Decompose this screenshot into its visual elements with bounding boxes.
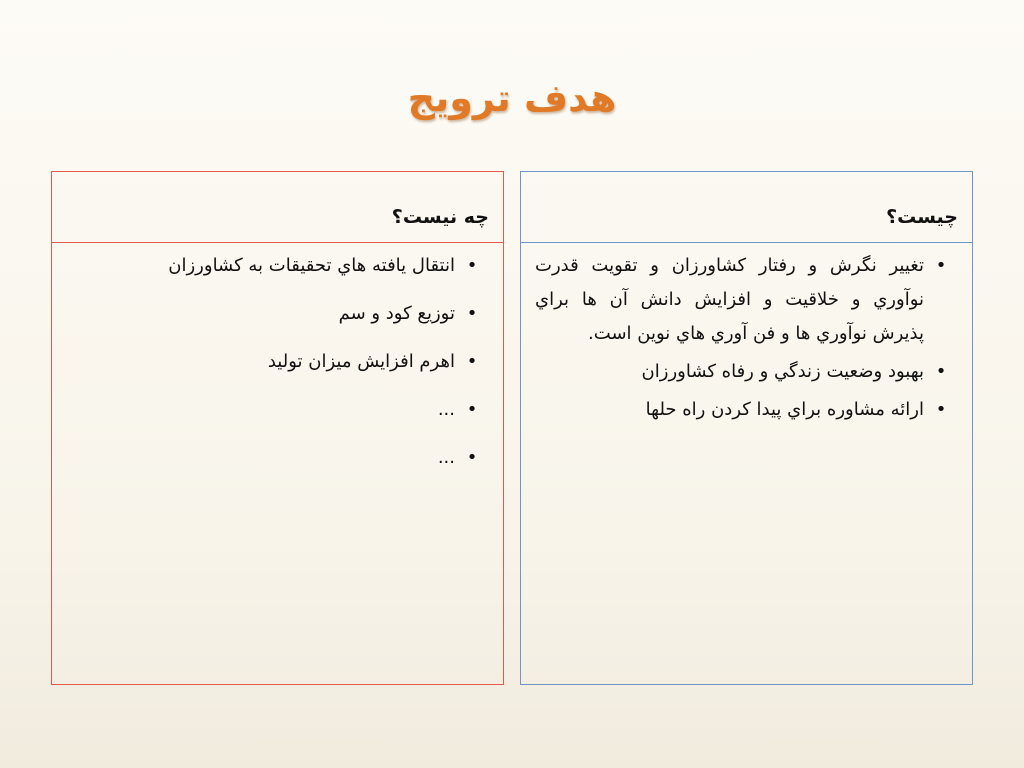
what-it-is-header-label: چيست؟ [886, 206, 958, 228]
what-it-is-not-list [52, 243, 503, 475]
list-item-text: بهبود وضعيت زندگي و رفاه كشاورزان [641, 361, 924, 382]
what-it-is-header [521, 172, 972, 243]
list-item [66, 249, 489, 283]
what-it-is-not-header [52, 172, 503, 243]
bullet-icon: • [466, 351, 478, 372]
what-it-is-panel [520, 171, 973, 685]
list-item-text: اهرم افزايش ميزان توليد [267, 351, 455, 372]
slide-title: هدف ترويج [407, 76, 617, 120]
list-item [66, 393, 489, 427]
list-item [535, 393, 958, 427]
list-item-text: ... [437, 447, 455, 468]
bullet-icon: • [935, 399, 947, 420]
bullet-icon: • [935, 361, 947, 382]
list-item [66, 297, 489, 331]
list-item [66, 441, 489, 475]
list-item-text: ارائه مشاوره براي پيدا كردن راه حلها [645, 399, 924, 420]
bullet-icon: • [466, 255, 478, 276]
what-it-is-not-header-label: چه نيست؟ [391, 206, 489, 228]
bullet-icon: • [466, 399, 478, 420]
list-item [535, 355, 958, 389]
what-it-is-not-panel [51, 171, 504, 685]
list-item [66, 345, 489, 379]
list-item-text: انتقال يافته هاي تحقيقات به كشاورزان [168, 255, 455, 276]
list-item-text: ... [437, 399, 455, 420]
bullet-icon: • [466, 447, 478, 468]
bullet-icon: • [466, 303, 478, 324]
list-item-text: توزيع كود و سم [338, 303, 455, 324]
what-it-is-list [521, 243, 972, 427]
list-item [535, 249, 958, 351]
bullet-icon: • [935, 255, 947, 276]
list-item-text: تغيير نگرش و رفتار كشاورزان و تقويت قدرت نوآوري و خلاقيت و افزايش دانش آن ها براي پذيرش نوآوري ها و فن آوري هاي نوين است. [535, 255, 924, 344]
